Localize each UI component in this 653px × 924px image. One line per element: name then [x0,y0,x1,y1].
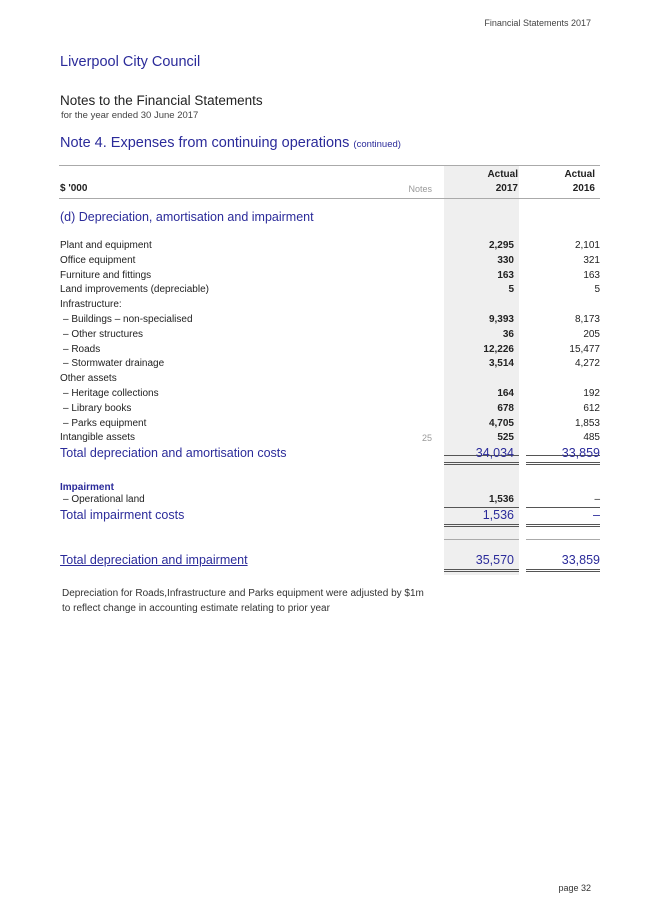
grand-total-label: Total depreciation and impairment [60,553,248,567]
table-header-rule [59,198,600,199]
table-row [60,388,600,403]
footnote-line-2: to reflect change in accounting estimate relating to prior year [62,603,330,614]
row-value-2017: 678 [497,402,514,414]
total-depreciation-label: Total depreciation and amortisation costs [60,446,287,460]
grand-double-a-2017 [444,569,519,570]
total-impairment-label: Total impairment costs [60,508,185,522]
row-value-2017: 2,295 [488,240,514,251]
row-value-2017: 163 [497,269,514,281]
total-depreciation-2016: 33,859 [561,446,600,460]
spacer-rule-2016 [526,539,600,540]
row-label: Furniture and fittings [60,269,152,281]
impairment-row-2016: – [594,494,600,505]
row-label: Plant and equipment [60,240,152,251]
table-row [60,255,600,270]
table-row [60,373,600,388]
row-value-2016: 4,272 [574,358,600,370]
double-rule-b-2017 [444,464,519,465]
total-impairment-2016: – [593,508,600,522]
row-value-2016: 5 [594,284,600,296]
col-2016-header-year: 2016 [572,183,595,194]
impair-double-b-2016 [526,526,600,527]
row-value-2016: 15,477 [569,343,600,355]
table-row [60,418,600,433]
col-2016-header-top: Actual [564,169,595,180]
row-note: 25 [421,433,432,444]
double-rule-b-2016 [526,464,600,465]
row-label: – Other structures [63,328,144,340]
subsection-title: (d) Depreciation, amortisation and impairment [60,210,314,224]
table-row [60,314,600,329]
col-2017-header-year: 2017 [495,183,518,194]
document-header-title: Financial Statements 2017 [484,18,591,28]
row-label: – Library books [63,402,132,414]
row-value-2017: 330 [497,254,514,266]
row-value-2017: 3,514 [488,358,514,370]
row-value-2017: 9,393 [488,314,514,325]
row-value-2016: 8,173 [574,314,600,325]
footnote-line-1: Depreciation for Roads,Infrastructure and Parks equipment were adjusted by $1m [62,588,424,599]
row-value-2016: 205 [583,328,600,340]
table-row [60,403,600,418]
grand-total-2016: 33,859 [561,553,600,567]
row-value-2016: 192 [583,388,600,399]
grand-total-2017: 35,570 [475,553,514,567]
table-row [60,270,600,285]
row-value-2017: 4,705 [488,417,514,429]
impair-double-a-2016 [526,524,600,525]
notes-title: Notes to the Financial Statements [60,93,263,108]
continued-label: (continued) [353,139,401,150]
total-depreciation-2017: 34,034 [475,446,514,460]
period-subtitle: for the year ended 30 June 2017 [61,110,199,121]
row-label: – Buildings – non-specialised [63,314,193,325]
row-value-2016: 485 [583,432,600,444]
impairment-row [60,494,600,509]
impairment-row-2017: 1,536 [488,494,514,505]
rule-impairment-2016 [526,507,600,508]
double-rule-a-2017 [444,462,519,463]
table-row [60,240,600,255]
row-value-2016: 1,853 [574,417,600,429]
row-label: Other assets [60,373,117,385]
impairment-heading: Impairment [60,482,114,493]
row-label: – Heritage collections [63,388,159,399]
grand-double-b-2016 [526,571,600,572]
row-label: – Stormwater drainage [63,358,165,370]
row-value-2016: 612 [583,402,600,414]
spacer-rule-2017 [444,539,519,540]
row-value-2017: 12,226 [483,343,514,355]
impairment-row-label: – Operational land [63,494,145,505]
row-value-2016: 321 [583,254,600,266]
table-row [60,284,600,299]
row-label: – Parks equipment [63,417,147,429]
row-label: Land improvements (depreciable) [60,284,209,296]
table-row [60,299,600,314]
row-label: Office equipment [60,254,136,266]
grand-double-b-2017 [444,571,519,572]
row-value-2017: 36 [502,328,514,340]
row-value-2017: 525 [497,432,514,444]
total-impairment-2017: 1,536 [482,508,514,522]
council-name: Liverpool City Council [60,54,201,70]
double-rule-a-2016 [526,462,600,463]
page-number: page 32 [558,883,591,893]
grand-double-a-2016 [526,569,600,570]
row-label: Infrastructure: [60,299,122,311]
unit-label: $ '000 [60,183,88,194]
table-top-rule [59,165,600,166]
row-value-2017: 5 [508,284,514,296]
row-label: Intangible assets [60,432,136,444]
table-row [60,358,600,373]
table-row [60,329,600,344]
row-value-2016: 163 [583,269,600,281]
row-label: – Roads [63,343,101,355]
impair-double-a-2017 [444,524,519,525]
row-value-2017: 164 [497,388,514,399]
notes-column-header: Notes [408,184,432,194]
row-value-2016: 2,101 [574,240,600,251]
section-title-text: Note 4. Expenses from continuing operations [60,135,350,151]
section-title [60,135,401,151]
table-row [60,344,600,359]
col-2017-header-top: Actual [487,169,518,180]
impair-double-b-2017 [444,526,519,527]
